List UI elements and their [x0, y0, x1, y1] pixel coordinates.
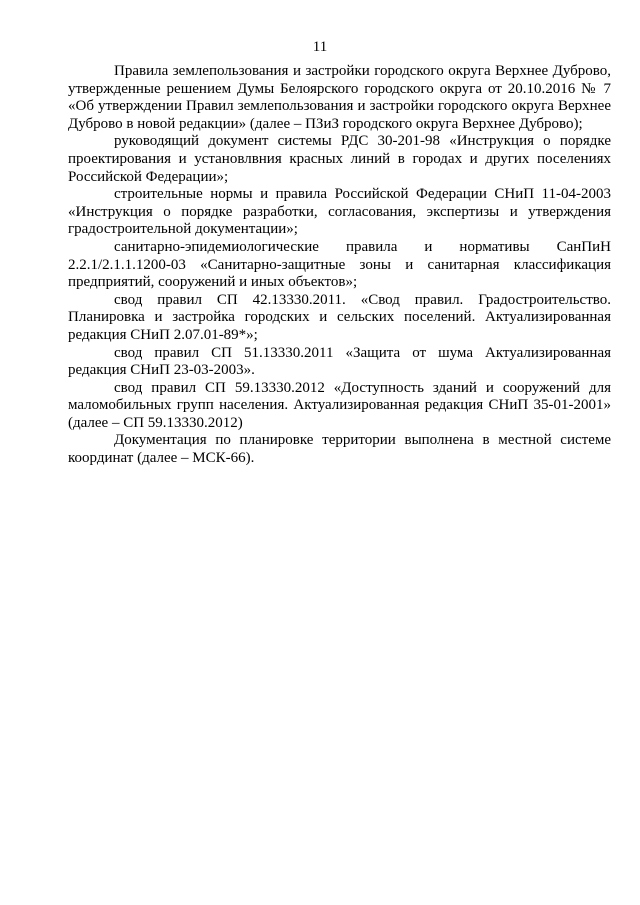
paragraph-snip-11-04-2003: строительные нормы и правила Российской Федерации СНиП 11-04-2003 «Инструкция о порядке разработки, согласования, экспертизы и утверждения градостроительной документации»;: [68, 186, 611, 238]
paragraph-sanpin: санитарно-эпидемиологические правила и нормативы СанПиН 2.2.1/2.1.1.1200-03 «Санитарно-защитные зоны и санитарная классификация предприятий, сооружений и иных объектов»;: [68, 238, 611, 291]
paragraph-sp-42-13330-2011: свод правил СП 42.13330.2011. «Свод правил. Градостроительство. Планировка и застройка городских и сельских поселений. Актуализированная редакция СНиП 2.07.01-89*»;: [68, 291, 611, 343]
paragraph-sp-59-13330-2012: свод правил СП 59.13330.2012 «Доступность зданий и сооружений для маломобильных групп населения. Актуализированная редакция СНиП 35-01-2001» (далее – СП 59.13330.2012): [68, 379, 611, 431]
paragraph-sp-51-13330-2011: свод правил СП 51.13330.2011 «Защита от шума Актуализированная редакция СНиП 23-03-2003».: [68, 344, 611, 379]
page-number: 11: [312, 39, 328, 55]
paragraph-rds-30-201-98: руководящий документ системы РДС 30-201-98 «Инструкция о порядке проектирования и установлвния красных линий в городах и других поселениях Российской Федерации»;: [68, 133, 611, 185]
paragraph-pziz-rules: Правила землепользования и застройки городского округа Верхнее Дуброво, утвержденные решением Думы Белоярского городского округа от 20.10.2016 № 7 «Об утверждении Правил землепользования и застройки городского округа Верхнее Дуброво в новой редакции» (далее – ПЗиЗ городского округа Верхнее Дуброво);: [68, 63, 611, 132]
document-body: [68, 63, 611, 468]
paragraph-msk-66: Документация по планировке территории выполнена в местной системе координат (далее – МСК-66).: [68, 432, 611, 467]
